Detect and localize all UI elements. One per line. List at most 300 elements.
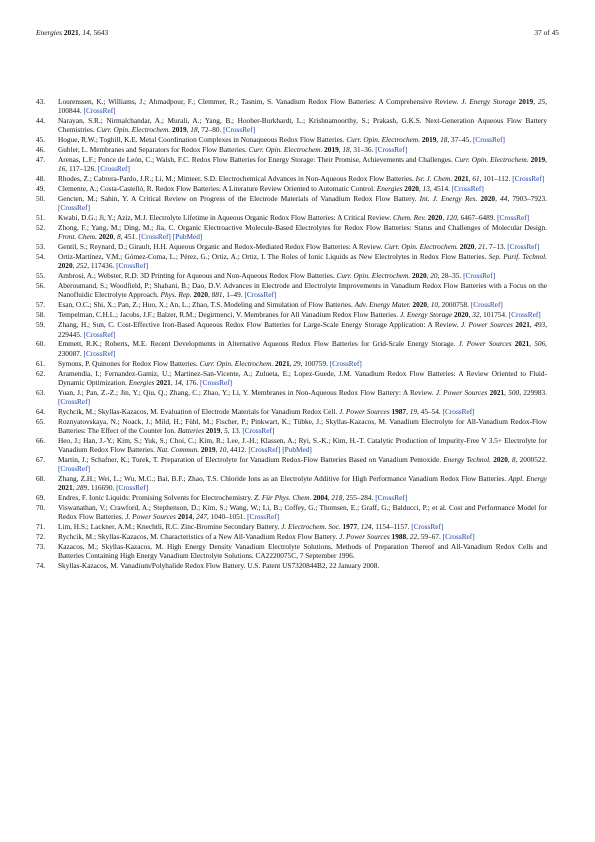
reference-fragment: , [215,444,220,454]
reference-year: 2021 [514,339,530,349]
reference-text [58,242,547,251]
reference-fragment: , 45–54. [417,406,443,416]
reference-item [36,300,547,309]
crossref-link[interactable]: [CrossRef] [83,348,116,358]
reference-fragment: , [289,358,294,368]
reference-fragment: , 6467–6489. [456,213,498,223]
reference-item [36,184,547,193]
reference-fragment: , [327,493,332,502]
reference-text [58,339,547,357]
reference-italic-text: J. Power Sources [460,320,513,330]
crossref-link[interactable]: [CrossRef] [442,532,475,542]
reference-item [36,155,547,173]
reference-italic-text: 44 [500,194,508,204]
reference-fragment: Aberoumand, S.; Woodfield, P.; Shabani, B.; Dao, D.V. Advances in Electrode and Electrolyte Improvements in Vanadium Redox Flow Batteries with a Focus on the Nanofluidic Electrolyte Approach. [58,281,547,300]
reference-text [58,561,547,570]
crossref-link[interactable]: [CrossRef] [116,483,149,493]
reference-fragment: Lim, H.S.; Lackner, A.M.; Knechtli, R.C. Zinc-Bromine Secondary Battery. [58,522,282,532]
reference-italic-text: J. Power Sources [435,387,488,397]
reference-year: 2019 [421,135,437,145]
reference-text [58,155,547,173]
reference-number: 54. [36,252,46,262]
reference-fragment: , 28–35. [437,271,464,281]
reference-year: 2019 [324,145,339,155]
reference-number: 47. [36,155,46,165]
reference-fragment: , [529,320,535,330]
reference-fragment: Hogue, R.W.; Toghill, K.E. Metal Coordination Complexes in Nonaqueous Redox Flow Batteries. [58,135,347,145]
reference-fragment: , 2000522. [515,454,548,464]
reference-fragment: Gencten, M.; Sahin, Y. A Critical Review on Progress of the Electrode Materials of Vanadium Redox Flow Battery. [58,194,420,204]
journal-citation: Energies 2021, 14, 5643 [36,28,109,37]
reference-fragment: Roznyatovskaya, N.; Noack, J.; Mild, H.; Fühl, M.; Fischer, P.; Pinkwart, K.; Tübke, J.; Skyllas-Kazacos, M. Vanadium Electrolyte for All-Vanadium Redox-Flow Batteries: The Effect of the Counter Ion. [58,416,547,435]
reference-number: 69. [36,493,46,502]
reference-number: 51. [36,213,46,223]
reference-fragment: , 72–80. [197,125,224,135]
reference-fragment: , [192,512,196,522]
reference-fragment: , 117436. [87,261,117,271]
reference-number: 71. [36,522,46,532]
reference-italic-text: 10 [219,444,227,454]
reference-italic-text: 18 [190,125,198,135]
reference-fragment: , 176. [181,377,201,387]
crossref-link[interactable]: [CrossRef] [411,522,444,532]
reference-fragment: Clemente, A.; Costa-Castelló, R. Redox Flow Batteries: A Literature Review Oriented to Automatic Control. [58,184,377,194]
reference-italic-text: 8 [511,454,516,464]
crossref-link[interactable]: [CrossRef] [58,203,91,213]
crossref-link[interactable]: [CrossRef] [248,444,281,454]
reference-item [36,97,547,115]
reference-year: 2014 [177,512,193,522]
reference-text [58,252,547,270]
reference-year: 2004 [313,493,328,502]
reference-italic-text: 16 [58,164,66,174]
reference-item [36,493,547,502]
journal-name: Energies [36,28,62,37]
reference-fragment: Yuan, J.; Pan, Z.-Z.; Jin, Y.; Qiu, Q.; Zhang, C.; Zhao, Y.; Li, Y. Membranes in Non-Aqueous Redox Flow Battery: A Review. [58,387,436,397]
reference-fragment: , [72,483,77,493]
crossref-link[interactable]: [CrossRef] [470,300,503,310]
reference-italic-text: 5 [224,425,228,435]
reference-fragment: Emmett, R.K.; Roberts, M.E. Recent Developments in Alternative Aqueous Redox Flow Batteries for Grid-Scale Energy Storage. [58,339,459,349]
reference-number: 52. [36,223,46,233]
reference-italic-text: 22 [409,532,418,542]
reference-fragment: , 2000758. [437,300,471,310]
reference-number: 62. [36,368,46,378]
reference-fragment: , [507,454,512,464]
crossref-link[interactable]: [CrossRef] [512,174,545,184]
reference-fragment: Viswanathan, V.; Crawford, A.; Stephenson, D.; Kim, S.; Wang, W.; Li, B.; Coffey, G.; Thomsen, E.; Graff, G.; Balducci, P.; et al. Cost and Performance Model for Redox Flow Batteries. [58,502,547,522]
reference-fragment: , [533,97,538,106]
reference-italic-text: 247 [195,512,207,522]
reference-text [58,223,547,241]
article-number: 5643 [93,28,109,37]
reference-year: 2021 [454,174,469,184]
reference-italic-text: Int. J. Energy Res. [419,194,478,204]
reference-italic-text: Adv. Energy Mater. [354,300,411,310]
reference-fragment: Gubler, L. Membranes and Separators for Redox Flow Batteries. [58,145,249,155]
reference-italic-text: Front. Chem. [58,232,97,242]
reference-item [36,174,547,183]
reference-fragment: , [442,213,446,223]
reference-fragment: , 229445. [58,320,548,339]
reference-year: 2019 [518,97,534,106]
reference-fragment: Arenas, L.F.; Ponce de León, C.; Walsh, F.C. Redox Flow Batteries for Energy Storage: Their Promise, Achievements and Challenges. [58,155,455,165]
reference-italic-text: 881 [211,290,223,300]
crossref-link[interactable]: [CrossRef] [375,493,408,502]
reference-italic-text: Appl. Energy [508,473,547,483]
page-number: 37 of 45 [534,28,559,37]
crossref-link[interactable]: [CrossRef] [463,271,496,281]
reference-italic-text: 29 [293,358,301,368]
reference-number: 67. [36,454,46,464]
crossref-link[interactable]: [CrossRef] [244,290,277,300]
crossref-link[interactable]: [CrossRef] [247,512,280,522]
reference-year: 2021 [275,358,290,368]
reference-text [58,407,547,416]
pubmed-link[interactable]: [PubMed] [282,444,312,454]
reference-year: 2020 [493,454,508,464]
reference-year: 2019 [205,425,221,435]
reference-fragment: , [529,339,535,349]
reference-fragment: , [495,194,501,204]
reference-item [36,281,547,299]
reference-fragment: , 7903–7923. [507,194,548,204]
reference-italic-text: Energies [376,184,403,194]
reference-item [36,271,547,280]
reference-item [36,320,547,338]
reference-year: 2021 [156,377,171,387]
reference-fragment: , 117–126. [65,164,98,174]
crossref-link[interactable]: [CrossRef] [497,213,530,223]
crossref-link[interactable]: [CrossRef] [442,406,475,416]
reference-item [36,436,547,454]
reference-italic-text: Curr. Opin. Electrochem. [384,242,458,252]
reference-fragment: , [170,377,175,387]
reference-fragment: , 59–67. [417,532,443,542]
reference-fragment: , [220,425,225,435]
reference-italic-text: 493 [534,320,546,330]
reference-year: 2020 [480,194,496,204]
crossref-link[interactable]: [CrossRef] [508,310,541,320]
reference-number: 58. [36,310,46,320]
reference-number: 49. [36,184,46,194]
reference-italic-text: Curr. Opin. Electrochem. [346,135,421,145]
reference-item [36,561,547,570]
reference-number: 65. [36,416,46,426]
reference-fragment: , [468,310,473,320]
journal-volume: 14 [82,28,90,37]
reference-year: 2021 [515,320,530,330]
crossref-link[interactable]: [CrossRef] [97,164,130,174]
crossref-link[interactable]: [CrossRef] [507,242,540,252]
reference-item [36,503,547,521]
reference-number: 64. [36,406,46,416]
reference-italic-text: J. Power Sources [458,339,512,349]
reference-text [58,542,547,560]
reference-fragment: Zhang, Z.H.; Wei, L.; Wu, M.C.; Bai, B.F.; Zhao, T.S. Chloride Ions as an Electrolyte Additive for High Performance Vanadium Redox Flow Batteries. [58,473,509,483]
reference-number: 57. [36,300,46,310]
reference-italic-text: J. Energy Storage [461,97,516,106]
reference-italic-text: 13 [422,184,430,194]
reference-number: 50. [36,194,46,204]
reference-fragment: , [474,242,479,252]
reference-fragment: , [357,522,361,532]
reference-year: 1977 [342,522,358,532]
reference-text [58,97,547,115]
reference-italic-text: 252 [76,261,88,271]
reference-year: 2020 [404,184,419,194]
reference-text [58,116,547,134]
reference-italic-text: 18 [342,145,350,155]
reference-year: 1987 [391,406,407,416]
reference-text [58,474,547,492]
reference-text [58,532,547,541]
reference-item [36,359,547,368]
crossref-link[interactable]: [CrossRef] [451,184,484,194]
reference-fragment: Gentil, S.; Reynard, D.; Girault, H.H. Aqueous Organic and Redox-Mediated Redox Flow Batteries: A Review. [58,242,385,252]
reference-item [36,522,547,531]
crossref-link[interactable]: [CrossRef] [83,329,116,339]
reference-fragment: , [427,300,431,310]
reference-year: 2020 [427,213,443,223]
reference-fragment: , 100759. [300,358,330,368]
reference-italic-text: Isr. J. Chem. [415,174,453,184]
pubmed-link[interactable]: [PubMed] [172,232,203,242]
reference-text [58,493,547,502]
reference-italic-text: Nat. Commun. [156,444,200,454]
reference-number: 63. [36,387,46,397]
crossref-link[interactable]: [CrossRef] [138,232,171,242]
reference-fragment: , 1040–1051. [206,512,248,522]
reference-year: 2020 [98,232,114,242]
reference-number: 72. [36,532,46,542]
reference-item [36,474,547,492]
reference-text [58,213,547,222]
crossref-link[interactable]: [CrossRef] [223,125,256,135]
reference-fragment: Esan, O.C.; Shi, X.; Pan, Z.; Huo, X.; An, L.; Zhao, T.S. Modeling and Simulation of Flow Batteries. [58,300,355,310]
reference-item [36,223,547,241]
reference-fragment: , 101754. [479,310,509,320]
reference-list [36,97,547,571]
reference-year: 2019 [200,444,216,454]
reference-fragment: , 116690. [87,483,117,493]
journal-year: 2021 [63,28,79,37]
reference-fragment: , 4412. [226,444,249,454]
reference-fragment: , [468,174,473,184]
reference-fragment: Zhong, F.; Yang, M.; Ding, M.; Jia, C. Organic Electroactive Molecule-Based Electrolytes for Redox Flow Batteries: Status and Challenges of Molecular Design. [58,223,547,233]
reference-fragment: Kwabi, D.G.; Ji, Y.; Aziz, M.J. Electrolyte Lifetime in Aqueous Organic Redox Flow Batteries: A Critical Review. [58,213,393,223]
reference-fragment: Zhang, H.; Sun, C. Cost-Effective Iron-Based Aqueous Redox Flow Batteries for Large-Scale Energy Storage Application: A Review. [58,320,461,330]
reference-italic-text: 61 [472,174,480,184]
reference-fragment: , [338,145,343,155]
reference-italic-text: 289 [76,483,88,493]
crossref-link[interactable]: [CrossRef] [242,425,275,435]
reference-text [58,194,547,212]
reference-italic-text: Energies [128,377,155,387]
reference-italic-text: 506 [534,339,546,349]
reference-italic-text: Curr. Opin. Electrochem. [336,271,411,281]
reference-fragment: Rhodes, Z.; Cabrera-Pardo, J.R.; Li, M.; Minteer, S.D. Electrochemical Advances in Non-Aqueous Redox Flow Batteries. [58,174,416,184]
reference-fragment: , 13. [227,425,243,435]
reference-number: 73. [36,542,46,552]
reference-item [36,194,547,212]
reference-italic-text: 25 [537,97,546,106]
reference-text [58,145,547,154]
reference-number: 74. [36,561,46,571]
reference-italic-text: Curr. Opin. Electrochem. [96,125,171,135]
reference-text [58,388,547,406]
reference-fragment: , 1154–1157. [371,522,412,532]
reference-year: 2020 [193,290,208,300]
reference-year: 1988 [391,532,407,542]
reference-fragment: Ambrosi, A.; Webster, R.D. 3D Printing for Aqueous and Non-Aqueous Redox Flow Batteries. [58,271,337,281]
reference-italic-text: J. Power Sources [125,512,176,522]
reference-number: 68. [36,473,46,483]
reference-year: 2020 [58,261,73,271]
crossref-link[interactable]: [CrossRef] [375,145,408,155]
reference-number: 59. [36,320,46,330]
reference-italic-text: 10 [430,300,438,310]
crossref-link[interactable]: [CrossRef] [329,358,362,368]
crossref-link[interactable]: [CrossRef] [472,135,505,145]
reference-text [58,300,547,309]
reference-number: 53. [36,242,46,252]
reference-fragment: , [504,387,509,397]
reference-item [36,407,547,416]
reference-text [58,320,547,338]
reference-fragment: Martin, J.; Schafner, K.; Turek, T. Preparation of Electrolyte for Vanadium Redox-Flow Batteries Based on Vanadium Pentoxide. [58,454,444,464]
reference-item [36,116,547,134]
reference-fragment: , [113,232,117,242]
crossref-link[interactable]: [CrossRef] [116,261,149,271]
reference-item [36,388,547,406]
reference-number: 46. [36,145,46,155]
reference-fragment: , 255–284. [342,493,376,502]
reference-italic-text: J. Power Sources [339,532,390,542]
reference-fragment: , 230087. [58,339,547,358]
reference-item [36,252,547,270]
reference-item [36,242,547,251]
reference-fragment: , 101–112. [479,174,513,184]
reference-italic-text: Batteries [177,425,205,435]
reference-item [36,310,547,319]
reference-text [58,135,547,144]
reference-fragment: Narayan, S.R.; Nirmalchandar, A.; Murali, A.; Yang, B.; Hoober-Burkhardt, L.; Krishnamoorthy, S.; Prakash, G.K.S. Next-Generation Aqueous Flow Battery Chemistries. [58,116,547,135]
reference-fragment: , 451. [120,232,139,242]
reference-year: 2020 [412,271,427,281]
reference-year: 2020 [412,300,428,310]
reference-fragment: , [72,261,77,271]
reference-number: 56. [36,281,46,291]
reference-item [36,532,547,541]
reference-item [36,542,547,560]
reference-italic-text: 18 [440,135,448,145]
reference-item [36,339,547,357]
reference-fragment: , [186,125,191,135]
reference-italic-text: 21 [478,242,486,252]
reference-number: 70. [36,502,46,512]
crossref-link[interactable]: [CrossRef] [83,106,116,116]
reference-year: 2021 [58,483,73,493]
crossref-link[interactable]: [CrossRef] [58,396,91,406]
reference-number: 66. [36,435,46,445]
reference-fragment: , [406,532,410,542]
reference-text [58,310,547,319]
reference-italic-text: 14 [174,377,182,387]
reference-fragment: , 37–45. [447,135,473,145]
reference-italic-text: 120 [445,213,457,223]
reference-text [58,281,547,299]
reference-item [36,145,547,154]
reference-year: 2019 [172,125,187,135]
reference-text [58,436,547,454]
reference-fragment: , [426,271,431,281]
reference-text [58,271,547,280]
reference-fragment: Aramendia, I.; Fernandez-Gamiz, U.; Martinez-San-Vicente, A.; Zulueta, E.; Lopez-Guede, J.M. Vanadium Redox Flow Batteries: A Review Oriented to Fluid-Dynamic Optimization. [58,368,547,387]
reference-text [58,417,547,435]
reference-item [36,417,547,435]
reference-item [36,135,547,144]
reference-text [58,369,547,387]
reference-fragment: , 1–49. [222,290,245,300]
reference-fragment: Rychcik, M.; Skyllas-Kazacos, M. Characteristics of a New All-Vanadium Redox Flow Battery. [58,532,340,542]
reference-year: 2020 [453,310,469,320]
reference-number: 55. [36,271,46,281]
reference-fragment: Kazacos, M.; Skyllas-Kazacos, M. High Energy Density Vanadium Electrolyte Solutions, Methods of Preparation Thereof and All-Vanadium Redox Cells and Batteries Containing High Energy Vanadium Electrolyte Solutions. CA2220075C, 7 September 1996. [58,542,547,561]
reference-number: 44. [36,116,46,126]
reference-year: 2020 [459,242,475,252]
reference-italic-text: 124 [360,522,372,532]
reference-number: 48. [36,174,46,184]
reference-italic-text: Curr. Opin. Electrochem. [248,145,323,155]
reference-year: 2019 [530,155,546,165]
reference-text [58,503,547,521]
reference-number: 43. [36,97,46,106]
reference-italic-text: 20 [430,271,438,281]
reference-fragment: Endres, F. Ionic Liquids: Promising Solvents for Electrochemistry. [58,493,255,502]
reference-italic-text: Curr. Opin. Electrochem. [454,155,529,165]
reference-text [58,522,547,531]
reference-number: 61. [36,358,46,368]
reference-fragment: , 100844. [58,97,548,116]
reference-fragment: Symons, P. Quinones for Redox Flow Batteries. [58,358,200,368]
reference-italic-text: Chem. Rev. [393,213,426,223]
crossref-link[interactable]: [CrossRef] [200,377,233,387]
reference-italic-text: Curr. Opin. Electrochem. [199,358,274,368]
reference-fragment: Ortiz-Martínez, V.M.; Gómez-Coma, L.; Pérez, G.; Ortiz, A.; Ortiz, I. The Roles of Ionic Liquids as New Electrolytes in Redox Flow Batteries. [58,252,489,262]
reference-number: 45. [36,135,46,145]
reference-text [58,455,547,473]
reference-fragment: Lourenssen, K.; Williams, J.; Ahmadpour, F.; Clemmer, R.; Tasnim, S. Vanadium Redox Flow Batteries: A Comprehensive Review. [58,97,462,106]
crossref-link[interactable]: [CrossRef] [58,463,91,473]
reference-italic-text: J. Power Sources [339,406,390,416]
reference-italic-text: Energy Technol. [443,454,491,464]
reference-fragment: , [207,290,212,300]
reference-italic-text: Phys. Rep. [160,290,192,300]
reference-italic-text: 8 [116,232,121,242]
reference-item [36,369,547,387]
reference-fragment: , 4514. [429,184,452,194]
reference-italic-text: 500 [508,387,520,397]
reference-text [58,184,547,193]
page-header [36,28,559,37]
reference-italic-text: 32 [472,310,480,320]
reference-italic-text: 19 [409,406,418,416]
reference-fragment: , [436,135,441,145]
reference-italic-text: 218 [331,493,343,502]
reference-italic-text: Sep. Purif. Technol. [488,252,548,262]
reference-italic-text: Z. Für Phys. Chem. [254,493,312,502]
